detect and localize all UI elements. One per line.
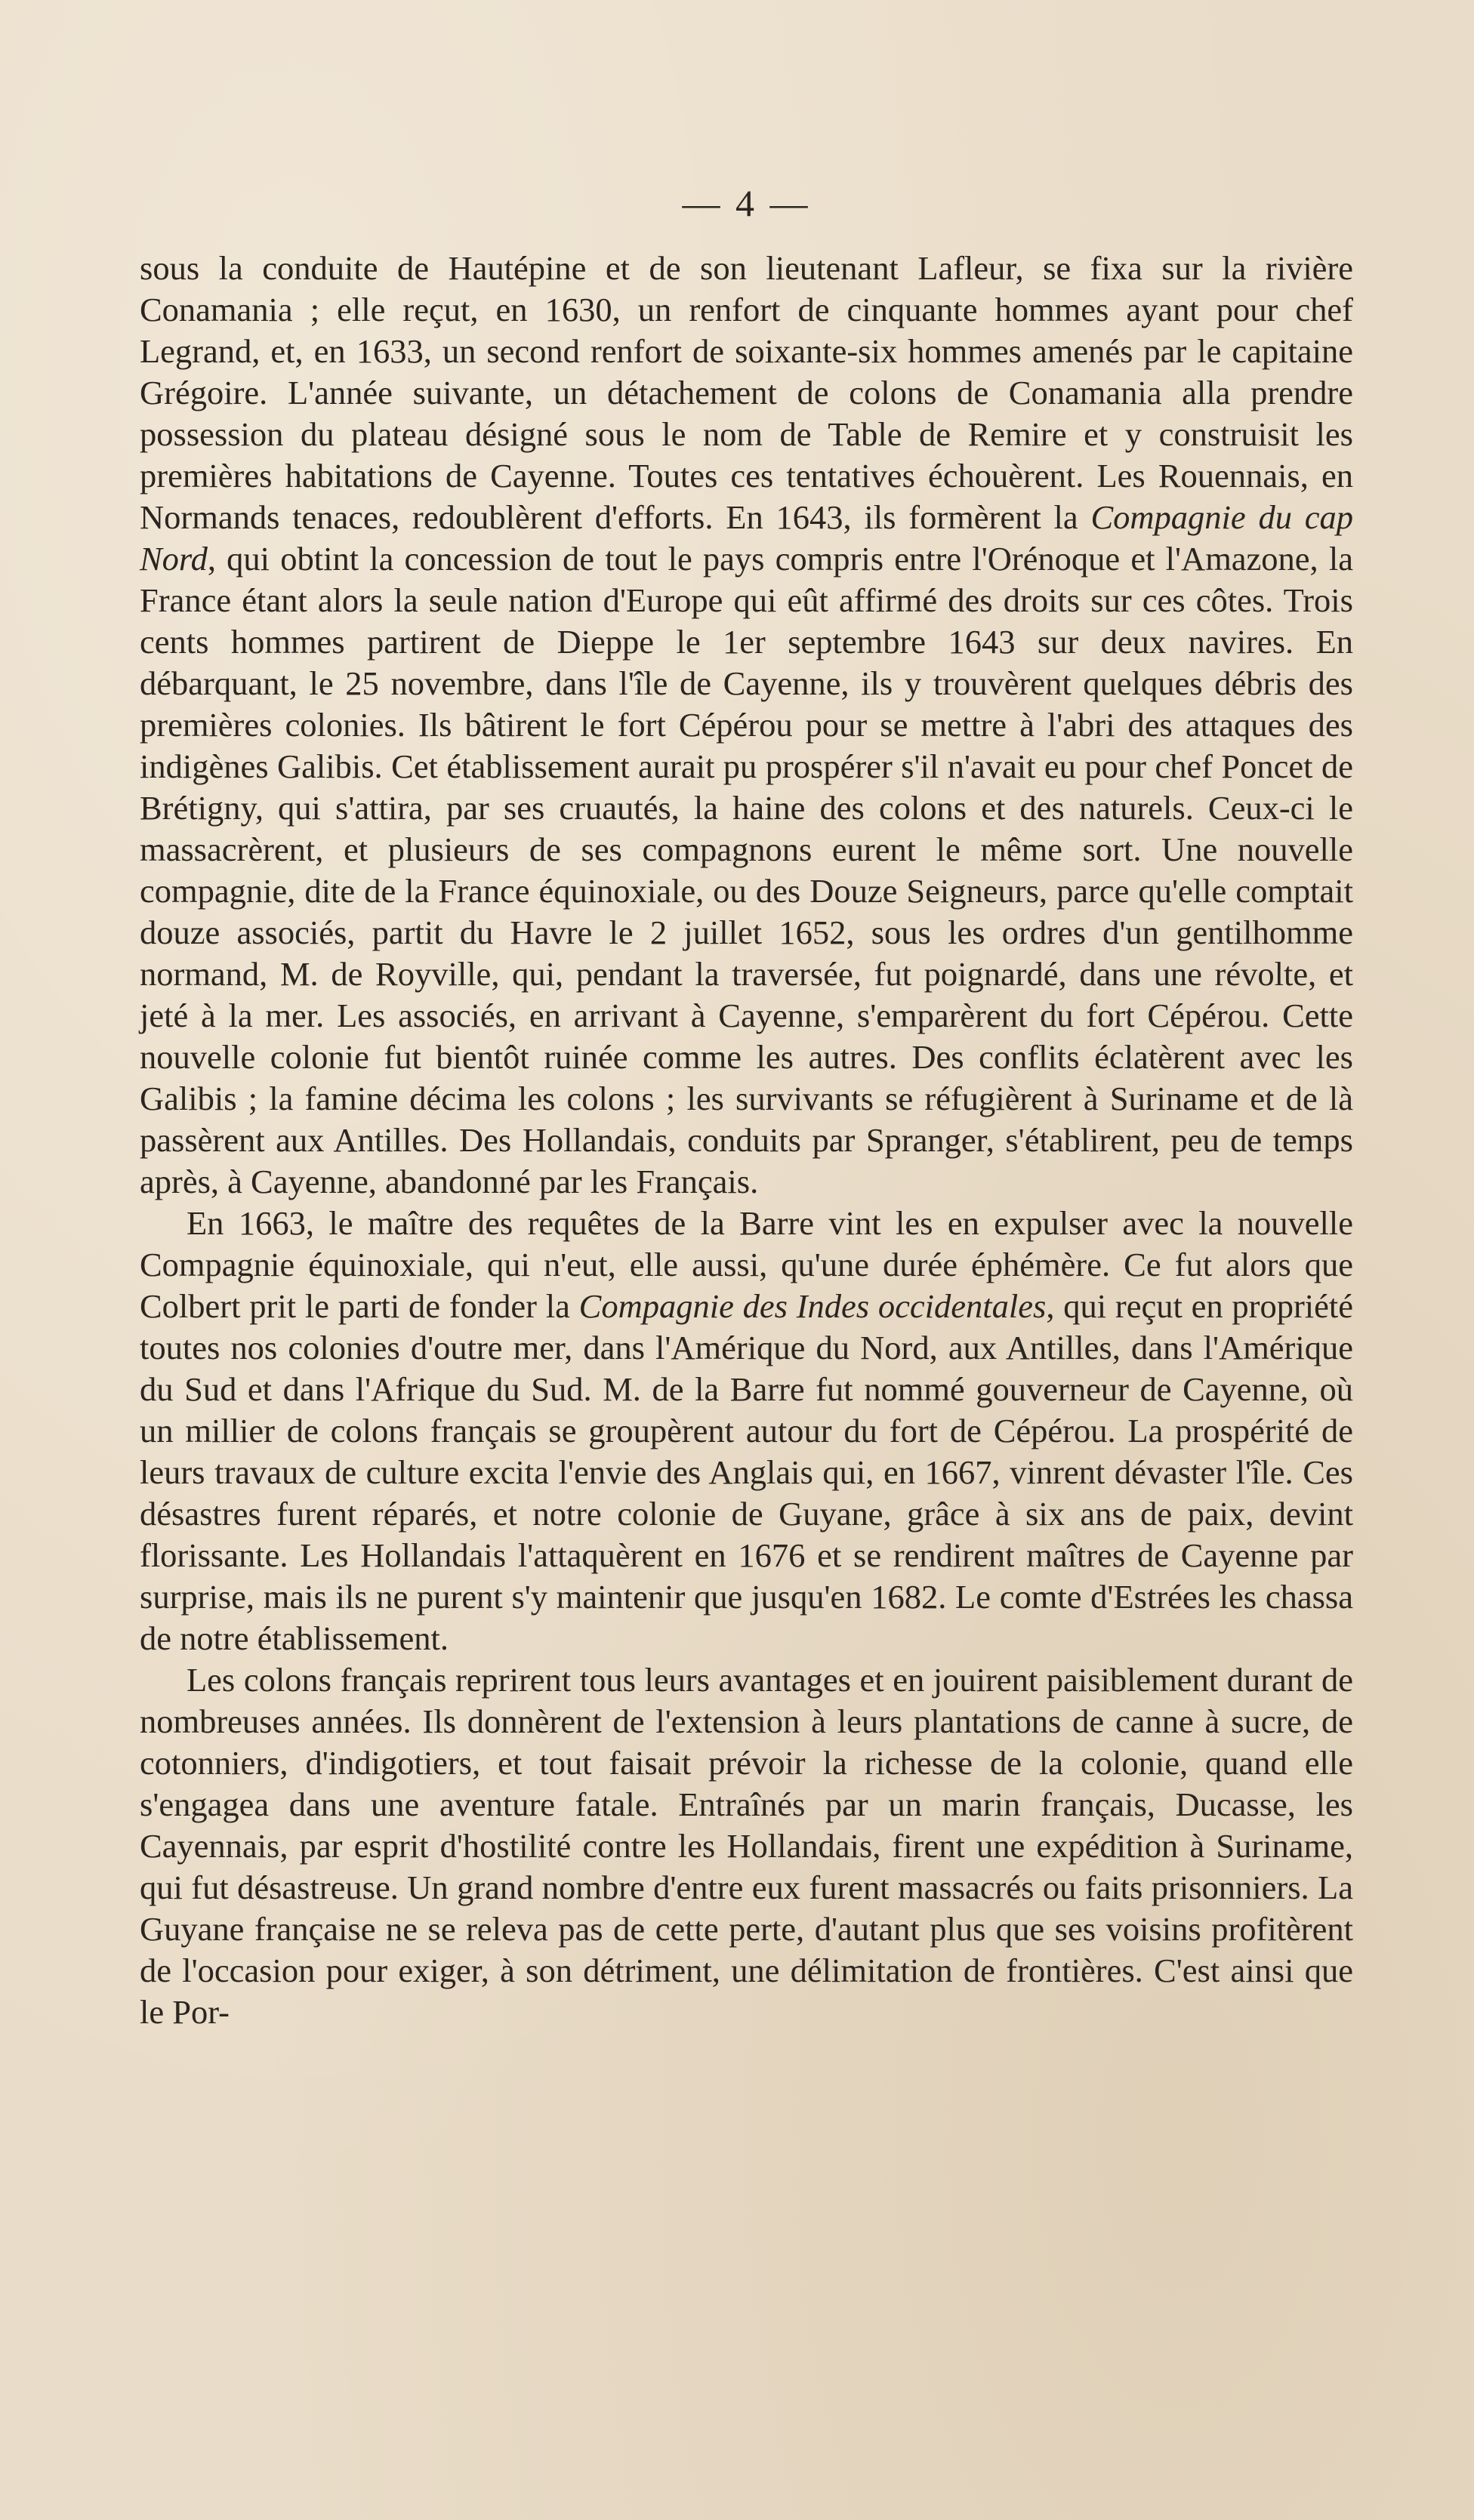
body-text (140, 248, 1353, 2033)
text-run: , qui reçut en propriété toutes nos colonies d'outre mer, dans l'Amérique du Nord, aux Antilles, dans l'Amérique du Sud et dans l'Afrique du Sud. M. de la Barre fut nommé gouverneur de Cayenne, où un millier de colons français se groupèrent autour du fort de Cépérou. La prospérité de leurs travaux de culture excita l'envie des Anglais qui, en 1667, vinrent dévaster l'île. Ces désastres furent réparés, et notre colonie de Guyane, grâce à six ans de paix, devint florissante. Les Hollandais l'attaquèrent en 1676 et se rendirent maîtres de Cayenne par surprise, mais ils ne purent s'y maintenir que jusqu'en 1682. Le comte d'Estrées les chassa de notre établissement. (140, 1287, 1353, 1657)
page-number: — 4 — (682, 182, 811, 224)
text-run: , qui obtint la concession de tout le pays compris entre l'Orénoque et l'Amazone, la France étant alors la seule nation d'Europe qui eût affirmé des droits sur ces côtes. Trois cents hommes partirent de Dieppe le 1er septembre 1643 sur deux navires. En débarquant, le 25 novembre, dans l'île de Cayenne, ils y trouvèrent quelques débris des premières colonies. Ils bâtirent le fort Cépérou pour se mettre à l'abri des attaques des indigènes Galibis. Cet établissement aurait pu prospérer s'il n'avait eu pour chef Poncet de Brétigny, qui s'attira, par ses cruautés, la haine des colons et des naturels. Ceux-ci le massacrèrent, et plusieurs de ses compagnons eurent le même sort. Une nouvelle compagnie, dite de la France équinoxiale, ou des Douze Seigneurs, parce qu'elle comptait douze associés, partit du Havre le 2 juillet 1652, sous les ordres d'un gentilhomme normand, M. de Royville, qui, pendant la traversée, fut poignardé, dans une révolte, et jeté à la mer. Les associés, en arrivant à Cayenne, s'emparèrent du fort Cépérou. Cette nouvelle colonie fut bientôt ruinée comme les autres. Des conflits éclatèrent avec les Galibis ; la famine décima les colons ; les survivants se réfugièrent à Suriname et de là passèrent aux Antilles. Des Hollandais, conduits par Spranger, s'établirent, peu de temps après, à Cayenne, abandonné par les Français. (140, 540, 1353, 1200)
italic-title-compagnie-du-cap-nord: Compagnie du cap Nord (140, 498, 1353, 578)
paragraph-3 (140, 1659, 1353, 2033)
text-run: En 1663, le maître des requêtes de la Barre vint les en expulser avec la nouvelle Compagnie équinoxiale, qui n'eut, elle aussi, qu'une durée éphémère. Ce fut alors que Colbert prit le parti de fonder la (140, 1204, 1353, 1325)
italic-title-compagnie-des-indes-occidentales: Compagnie des Indes occidentales (578, 1287, 1047, 1325)
text-run: sous la conduite de Hautépine et de son lieutenant Lafleur, se fixa sur la rivière Conamania ; elle reçut, en 1630, un renfort de cinquante hommes ayant pour chef Legrand, et, en 1633, un second renfort de soixante-six hommes amenés par le capitaine Grégoire. L'année suivante, un détachement de colons de Conamania alla prendre possession du plateau désigné sous le nom de Table de Remire et y construisit les premières habitations de Cayenne. Toutes ces tentatives échouèrent. Les Rouennais, en Normands tenaces, redoublèrent d'efforts. En 1643, ils formèrent la (140, 249, 1353, 536)
paragraph-2 (140, 1203, 1353, 1659)
text-run: Les colons français reprirent tous leurs avantages et en jouirent paisiblement durant de nombreuses années. Ils donnèrent de l'extension à leurs plantations de canne à sucre, de cotonniers, d'indigotiers, et tout faisait prévoir la richesse de la colonie, quand elle s'engagea dans une aventure fatale. Entraînés par un marin français, Ducasse, les Cayennais, par esprit d'hostilité contre les Hollandais, firent une expédition à Suriname, qui fut désastreuse. Un grand nombre d'entre eux furent massacrés ou faits prisonniers. La Guyane française ne se releva pas de cette perte, d'autant plus que ses voisins profitèrent de l'occasion pour exiger, à son détriment, une délimitation de frontières. C'est ainsi que le Por- (140, 1661, 1353, 2031)
paragraph-1 (140, 248, 1353, 1203)
